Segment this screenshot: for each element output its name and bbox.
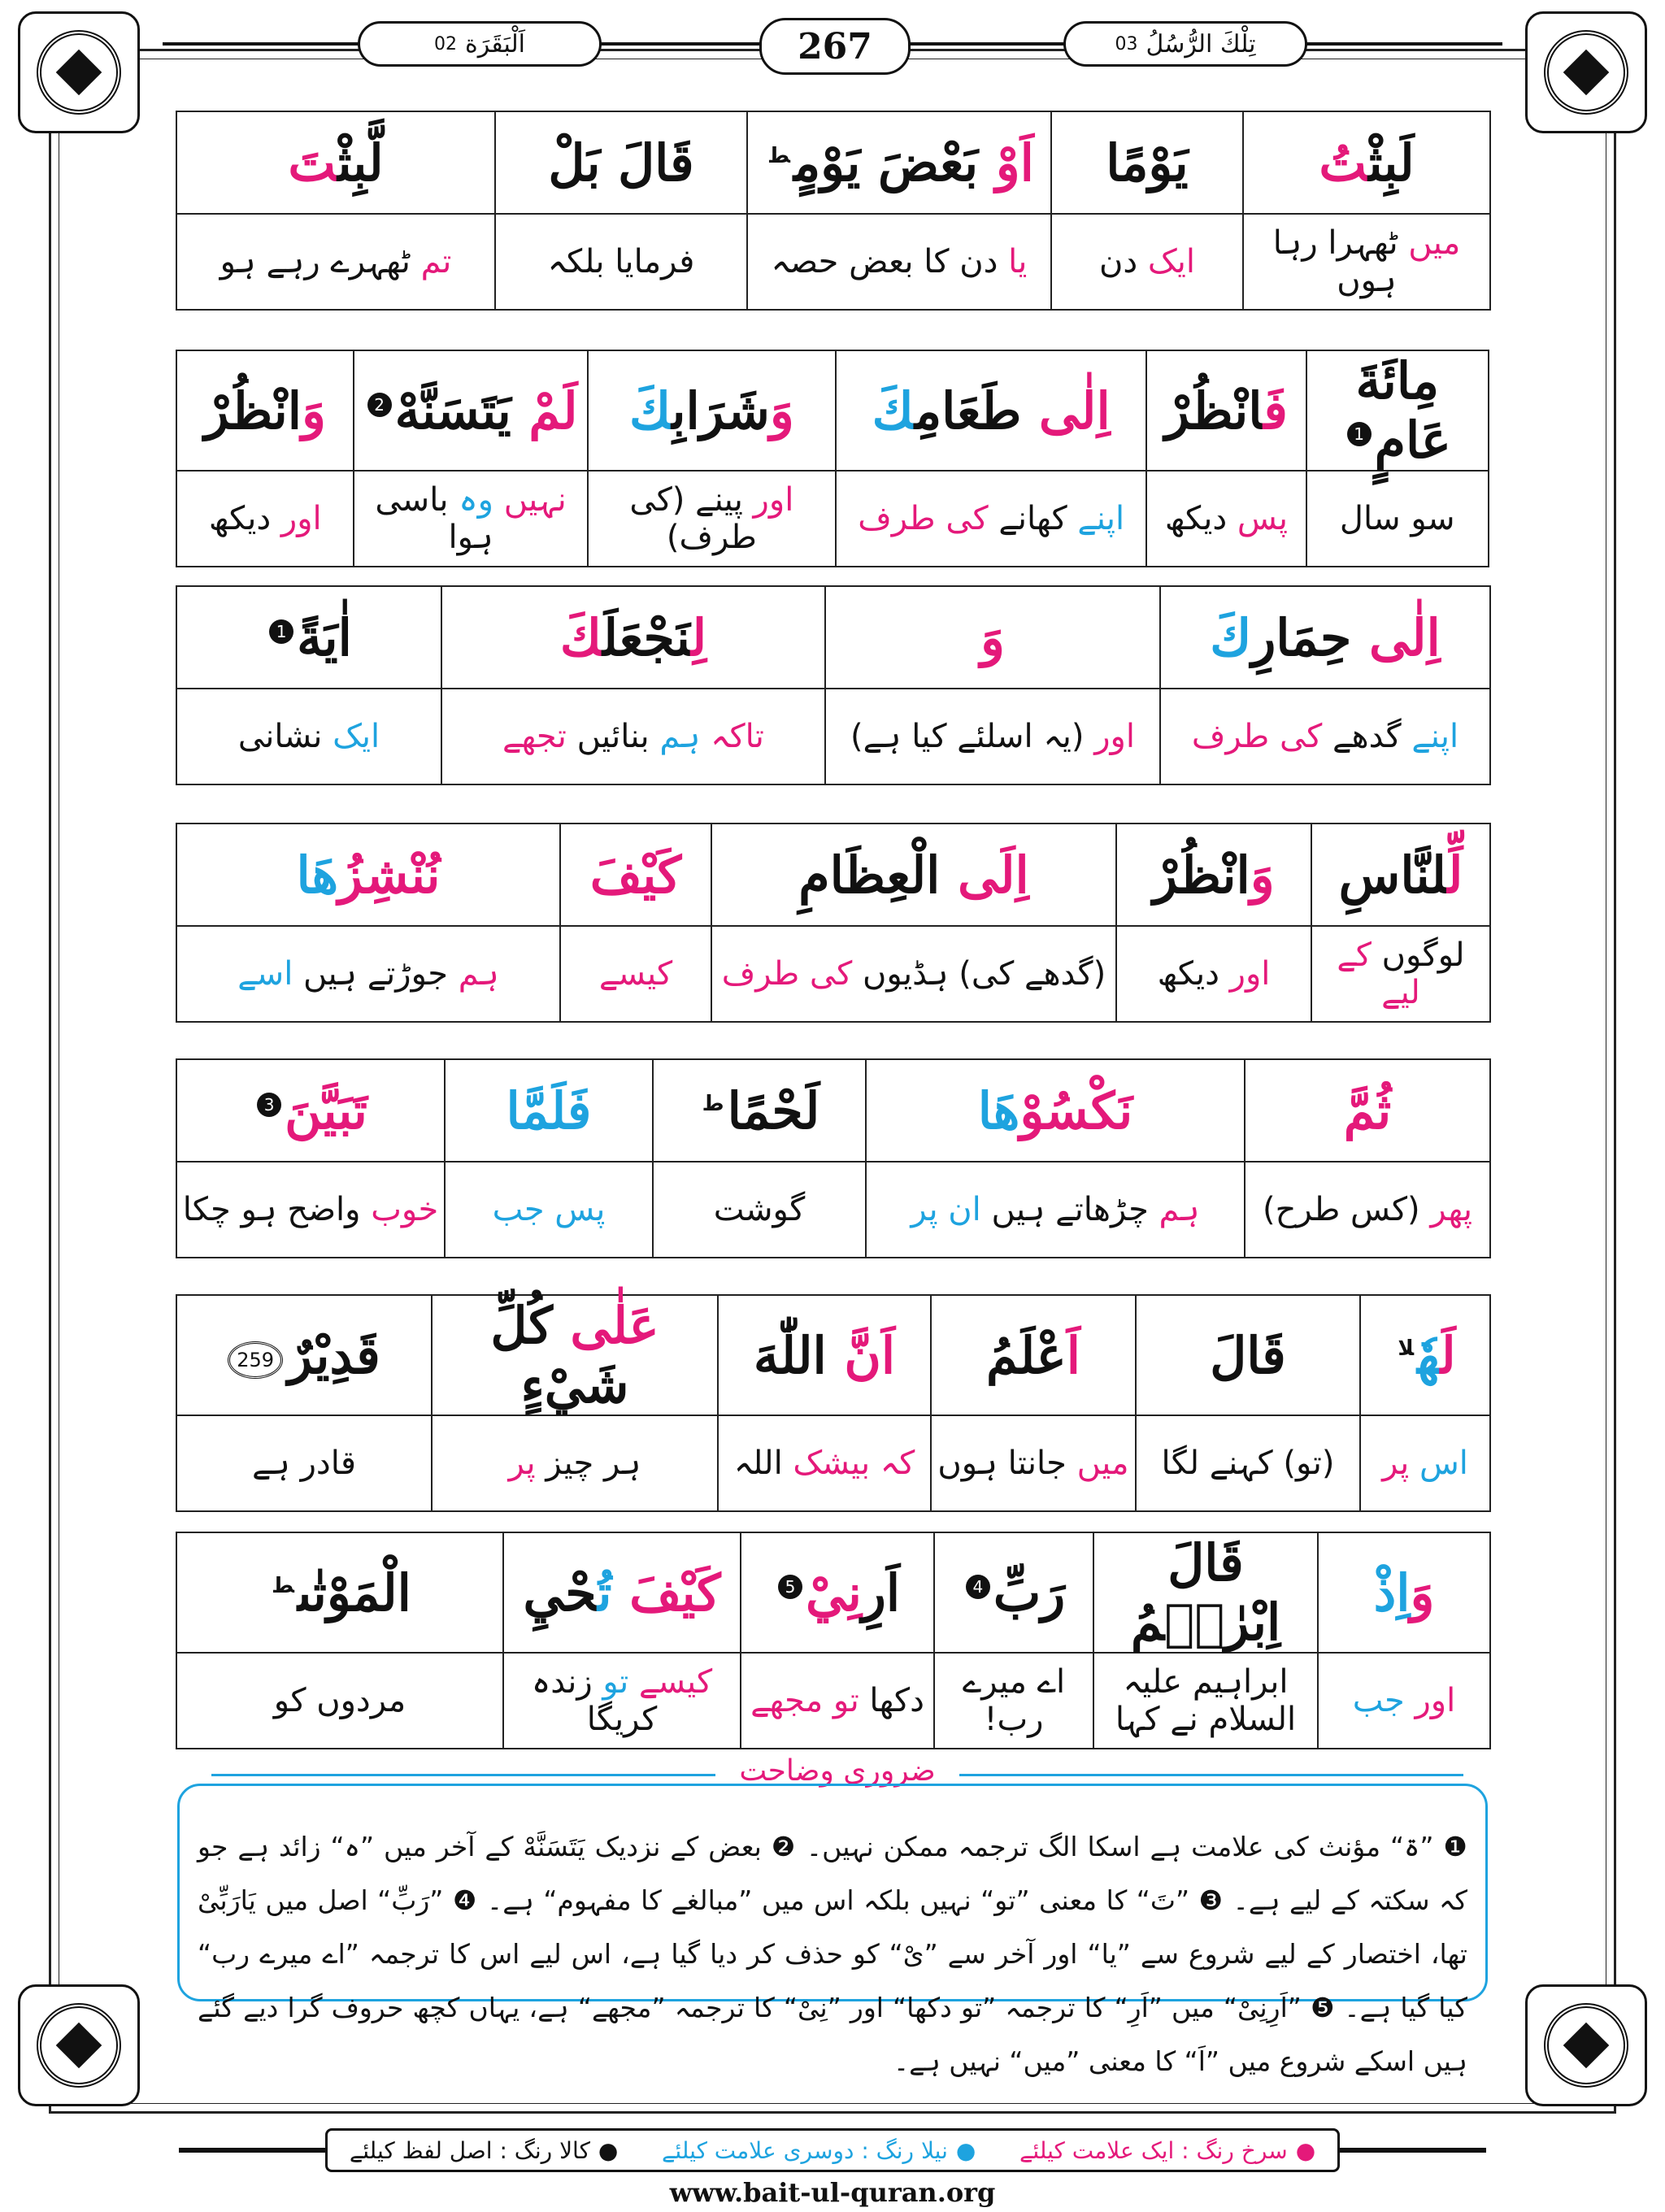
urdu-segment: گوشت <box>713 1191 806 1228</box>
urdu-segment: واضح ہو چکا <box>182 1191 361 1228</box>
notes-title: ضروری وضاحت <box>715 1754 959 1795</box>
urdu-meaning-cell <box>825 689 1160 784</box>
arabic-word-cell <box>653 1059 866 1162</box>
urdu-row <box>176 1415 1490 1511</box>
urdu-segment: چڑھاتے ہیں <box>980 1191 1149 1228</box>
legend-red: ●سرخ رنگ : ایک علامت کیلئے <box>1019 2136 1316 2164</box>
arabic-segment: ثْ <box>1368 133 1384 193</box>
arabic-segment: فَلَمَّا <box>506 1080 592 1141</box>
arabic-segment: طَعَامِ <box>914 380 1022 441</box>
urdu-segment: اسے <box>237 955 293 993</box>
arabic-segment: اِلَى <box>940 845 1029 905</box>
urdu-segment: ابراہیم علیہ السلام نے کہا <box>1115 1663 1297 1738</box>
arabic-word-cell <box>934 1532 1093 1653</box>
urdu-meaning-cell <box>653 1162 866 1258</box>
urdu-segment: (یہ اسلئے کیا ہے) <box>850 718 1085 755</box>
juz-label <box>1063 21 1307 67</box>
urdu-segment: کے لیے <box>1337 937 1420 1011</box>
urdu-segment: میں <box>1066 1445 1129 1482</box>
corner-ornament-icon <box>1525 1984 1647 2106</box>
urdu-segment: تاکہ <box>700 718 764 755</box>
surah-label <box>358 21 602 67</box>
arabic-segment: وَ <box>769 380 794 441</box>
waqf-mark: ط <box>702 1091 724 1116</box>
arabic-word-cell <box>711 824 1116 926</box>
arabic-segment: الْمَوْتٰى <box>297 1562 411 1623</box>
urdu-row <box>176 1162 1490 1258</box>
arabic-segment: نُنْشِزُ <box>338 845 441 905</box>
urdu-meaning-cell <box>1243 214 1490 310</box>
footnote-marker: 3 <box>257 1093 281 1117</box>
arabic-word-cell <box>1318 1532 1490 1653</box>
urdu-segment: پینے (کی طرف) <box>629 481 757 556</box>
corner-ornament-icon <box>18 1984 140 2106</box>
arabic-row <box>176 111 1490 214</box>
urdu-segment: ہم <box>447 955 499 993</box>
urdu-segment: جانتا ہوں <box>937 1445 1067 1482</box>
footnote-marker: 5 <box>778 1575 802 1599</box>
urdu-segment: کی طرف <box>1191 718 1323 755</box>
urdu-segment: کھانے <box>988 500 1067 537</box>
arabic-segment: تَ <box>288 133 338 193</box>
footnote-marker: 4 <box>966 1575 990 1599</box>
urdu-segment: (تو) کہنے لگا <box>1161 1445 1335 1482</box>
arabic-word-cell <box>1243 111 1490 214</box>
urdu-row <box>176 1653 1490 1749</box>
urdu-meaning-cell <box>741 1653 934 1749</box>
urdu-segment: ہر چیز <box>535 1445 641 1482</box>
arabic-row <box>176 350 1489 471</box>
urdu-segment: مردوں کو <box>273 1682 406 1719</box>
urdu-segment: پس جب <box>492 1191 606 1228</box>
word-table <box>176 1294 1491 1512</box>
arabic-row <box>176 1059 1490 1162</box>
urdu-meaning-cell <box>445 1162 653 1258</box>
legend-rule <box>179 2148 325 2153</box>
arabic-segment: اِلٰى <box>1351 607 1441 667</box>
legend-rule <box>1340 2148 1486 2153</box>
urdu-meaning-cell <box>1245 1162 1490 1258</box>
arabic-segment: كَيْفَ <box>589 845 682 905</box>
urdu-segment: (گدھے کی) ہڈیوں <box>852 955 1106 993</box>
surah-name: اَلْبَقَرَة <box>465 29 525 59</box>
urdu-meaning-cell <box>176 689 441 784</box>
urdu-meaning-cell <box>176 214 495 310</box>
arabic-row <box>176 824 1490 926</box>
urdu-meaning-cell <box>1051 214 1243 310</box>
arabic-word-cell <box>176 586 441 689</box>
urdu-segment: بنائیں <box>566 718 650 755</box>
urdu-segment: کیسے <box>628 1663 713 1701</box>
arabic-segment: بَعْضَ یَوْمٍ <box>793 133 979 193</box>
surah-number: 02 <box>434 33 458 54</box>
urdu-segment: اور <box>1084 718 1135 755</box>
legend-blue: ●نیلا رنگ : دوسری علامت کیلئے <box>662 2136 976 2164</box>
legend-red-label: سرخ رنگ : ایک علامت کیلئے <box>1019 2136 1288 2164</box>
arabic-word-cell <box>718 1295 931 1415</box>
urdu-segment: تو مجھے <box>750 1682 859 1719</box>
urdu-segment: زندہ کریگا <box>531 1663 658 1738</box>
urdu-segment: ٹھہرے رہے ہو <box>220 243 411 280</box>
urdu-segment: دکھا <box>859 1682 924 1719</box>
word-table <box>176 1532 1491 1749</box>
urdu-meaning-cell <box>588 471 836 567</box>
notes-rule <box>211 1774 715 1776</box>
urdu-meaning-cell <box>1136 1415 1360 1511</box>
urdu-segment: دیکھ <box>1164 500 1228 537</box>
arabic-segment: كَ <box>628 380 672 441</box>
arabic-segment: وَ <box>302 380 326 441</box>
word-table <box>176 111 1491 311</box>
arabic-segment: اَنَّ <box>826 1325 896 1385</box>
arabic-row <box>176 1295 1490 1415</box>
urdu-segment: دیکھ <box>208 500 272 537</box>
website-url[interactable]: www.bait-ul-quran.org <box>669 2177 996 2208</box>
arabic-segment: قَالَ <box>1210 1325 1286 1385</box>
urdu-segment: تجھے <box>502 718 567 755</box>
arabic-segment: شَرَابِ <box>672 380 770 441</box>
arabic-word-cell <box>503 1532 741 1653</box>
arabic-segment: حْيِ <box>523 1562 598 1623</box>
urdu-segment: میں <box>1398 224 1461 262</box>
arabic-word-cell <box>176 1532 503 1653</box>
arabic-word-cell <box>1160 586 1490 689</box>
urdu-meaning-cell <box>1146 471 1306 567</box>
urdu-segment: (کس طرح) <box>1262 1191 1420 1228</box>
arabic-segment: لنَّاسِ <box>1338 845 1448 905</box>
urdu-segment: کیسے <box>598 955 673 993</box>
arabic-word-cell <box>1051 111 1243 214</box>
urdu-segment: اس <box>1409 1445 1468 1482</box>
arabic-segment: وَ <box>980 607 1005 667</box>
urdu-segment: اور <box>742 481 794 519</box>
arabic-segment: تُ <box>1319 133 1369 193</box>
arabic-segment: عَلٰى <box>552 1296 659 1355</box>
urdu-meaning-cell <box>354 471 587 567</box>
arabic-word-cell <box>1116 824 1311 926</box>
arabic-word-cell <box>866 1059 1245 1162</box>
arabic-segment: ثُمَّ <box>1343 1080 1392 1141</box>
arabic-segment: اٰيَةً <box>297 607 352 667</box>
waqf-mark: ط <box>767 143 790 168</box>
arabic-segment: انْظُرْ <box>204 380 302 441</box>
urdu-meaning-cell <box>1311 926 1490 1022</box>
arabic-segment: لَ <box>1440 1325 1456 1385</box>
arabic-word-cell <box>1136 1295 1360 1415</box>
urdu-segment: جوڑتے ہیں <box>293 955 448 993</box>
arabic-row <box>176 586 1490 689</box>
arabic-segment: نَجْعَلَ <box>602 607 692 667</box>
arabic-segment: مِائَةَ عَامٍ <box>1355 351 1451 470</box>
urdu-meaning-cell <box>934 1653 1093 1749</box>
urdu-segment: پر <box>1382 1445 1410 1482</box>
urdu-segment: دیکھ <box>1157 955 1219 993</box>
urdu-segment: اور <box>1219 955 1271 993</box>
urdu-segment: اور <box>271 500 322 537</box>
arabic-word-cell <box>747 111 1051 214</box>
urdu-meaning-cell <box>711 926 1116 1022</box>
word-table <box>176 823 1491 1023</box>
arabic-segment: نَكْسُوْ <box>1019 1080 1133 1141</box>
arabic-word-cell <box>1245 1059 1490 1162</box>
arabic-word-cell <box>176 111 495 214</box>
arabic-segment: اِذْ <box>1373 1562 1411 1623</box>
urdu-meaning-cell <box>1360 1415 1490 1511</box>
arabic-word-cell <box>176 350 354 471</box>
urdu-meaning-cell <box>1160 689 1490 784</box>
arabic-word-cell <box>836 350 1146 471</box>
arabic-segment: كَ <box>559 607 603 667</box>
urdu-segment: تم <box>410 243 452 280</box>
urdu-meaning-cell <box>718 1415 931 1511</box>
arabic-segment: قَدِيْرٌ <box>288 1325 380 1385</box>
arabic-segment: وَ <box>1250 845 1275 905</box>
arabic-segment: لَّبِثْ <box>337 133 384 193</box>
arabic-segment: اللّٰهَ <box>753 1325 827 1385</box>
urdu-segment: ٹھہرا رہا ہوں <box>1272 224 1398 299</box>
arabic-word-cell <box>432 1295 718 1415</box>
arabic-segment: لَمْ <box>511 380 578 441</box>
urdu-meaning-cell <box>176 1162 445 1258</box>
arabic-word-cell <box>1093 1532 1318 1653</box>
arabic-word-cell <box>560 824 711 926</box>
urdu-segment: پس <box>1227 500 1288 537</box>
notes-box <box>177 1784 1488 2077</box>
arabic-word-cell <box>825 586 1160 689</box>
arabic-segment: تُ <box>598 1562 612 1623</box>
arabic-segment: اَرِ <box>861 1562 901 1623</box>
arabic-segment: كَ <box>1210 607 1252 667</box>
arabic-segment: اِلٰى <box>1021 380 1111 441</box>
arabic-segment: اَ <box>1066 1325 1081 1385</box>
urdu-segment: کی طرف <box>858 500 989 537</box>
waqf-mark: ط <box>272 1573 294 1598</box>
word-table <box>176 1058 1491 1258</box>
urdu-segment: لوگوں <box>1371 937 1465 974</box>
urdu-meaning-cell <box>560 926 711 1022</box>
legend-black-label: کالا رنگ : اصل لفظ کیلئے <box>349 2136 590 2164</box>
urdu-meaning-cell <box>176 1653 503 1749</box>
juz-name: تِلْكَ الرُّسُلُ <box>1146 29 1256 59</box>
urdu-segment: ہم <box>1148 1191 1200 1228</box>
arabic-segment: لِ <box>691 607 707 667</box>
arabic-word-cell <box>445 1059 653 1162</box>
urdu-segment: نہیں <box>493 481 567 519</box>
urdu-segment: اے میرے رب! <box>962 1663 1066 1738</box>
arabic-segment: هٗ <box>1417 1325 1441 1385</box>
arabic-word-cell <box>1306 350 1489 471</box>
arabic-word-cell <box>931 1295 1136 1415</box>
urdu-meaning-cell <box>503 1653 741 1749</box>
urdu-segment: ایک <box>1137 243 1195 280</box>
urdu-segment: قادر ہے <box>251 1445 357 1482</box>
arabic-word-cell <box>354 350 587 471</box>
arabic-segment: هَا <box>977 1080 1020 1141</box>
urdu-segment: ایک <box>322 718 380 755</box>
corner-ornament-icon <box>1525 11 1647 133</box>
urdu-meaning-cell <box>1318 1653 1490 1749</box>
arabic-segment: تَبَيَّنَ <box>285 1080 367 1141</box>
urdu-segment: ان پر <box>911 1191 981 1228</box>
arabic-segment: حِمَارِ <box>1251 607 1352 667</box>
arabic-segment: هَا <box>296 845 339 905</box>
urdu-segment: اپنے <box>1401 718 1459 755</box>
urdu-segment: یا <box>998 243 1028 280</box>
arabic-row <box>176 1532 1490 1653</box>
arabic-word-cell <box>176 1059 445 1162</box>
arabic-segment: انْظُرْ <box>1153 845 1250 905</box>
arabic-segment: قَالَ اِبْرٰهٖمُ <box>1130 1533 1281 1652</box>
arabic-segment: انْظُرْ <box>1164 380 1264 441</box>
urdu-segment: پر <box>508 1445 536 1482</box>
urdu-segment: پھر <box>1419 1191 1473 1228</box>
urdu-row <box>176 926 1490 1022</box>
urdu-meaning-cell <box>931 1415 1136 1511</box>
arabic-segment: لَحْمًا <box>727 1080 820 1141</box>
urdu-segment: اور <box>1404 1682 1456 1719</box>
arabic-segment: عْلَمُ <box>985 1325 1067 1385</box>
arabic-segment: كُلِّ شَيْءٍ <box>490 1296 629 1415</box>
urdu-segment: سو سال <box>1339 500 1455 537</box>
arabic-segment: وَ <box>1410 1562 1435 1623</box>
color-legend <box>325 2128 1340 2172</box>
arabic-segment: الْعِظَامِ <box>798 845 941 905</box>
legend-black: ●کالا رنگ : اصل لفظ کیلئے <box>349 2136 619 2164</box>
arabic-word-cell <box>495 111 747 214</box>
arabic-segment: يَتَسَنَّهْ <box>394 380 511 441</box>
urdu-segment: گدھے <box>1322 718 1402 755</box>
urdu-meaning-cell <box>1306 471 1489 567</box>
arabic-word-cell <box>1360 1295 1490 1415</box>
notes-text: ❶ ”ۃ“ مؤنث کی علامت ہے اسکا الگ ترجمہ ممکن نہیں۔ ❷ بعض کے نزدیک يَتَسَنَّهْ کے آخر میں ”ہ“ زائد ہے جو کہ سکتہ کے لیے ہے۔ ❸ ”تَ“ کا معنی ”تو“ نہیں بلکہ اس میں ”مبالغے کا مفہوم“ ہے۔ ❹ ”رَبِّ“ اصل میں یَارَبِّیْ تھا، اختصار کے لیے شروع سے ”یا“ اور آخر سے ”یْ“ کو حذف کر دیا گیا ہے، اس لیے اس کا ترجمہ ”اے میرے رب“ کیا گیا ہے۔ ❺ ”اَرِنِیْ“ میں ”اَرِ“ کا ترجمہ ”تو دکھا“ اور ”نِیْ“ کا ترجمہ ”مجھے“ ہے، یہاں کچھ حروف گرا دیے گئے ہیں اسکے شروع میں ”اَ“ کا معنی ”میں“ نہیں ہے۔ <box>198 1831 1467 2077</box>
urdu-meaning-cell <box>176 471 354 567</box>
urdu-meaning-cell <box>1116 926 1311 1022</box>
urdu-segment: اپنے <box>1067 500 1125 537</box>
urdu-segment: ہم <box>649 718 701 755</box>
arabic-segment: لَبِ <box>1384 133 1415 193</box>
urdu-meaning-cell <box>747 214 1051 310</box>
corner-ornament-icon <box>18 11 140 133</box>
arabic-word-cell <box>588 350 836 471</box>
arabic-word-cell <box>176 1295 432 1415</box>
urdu-meaning-cell <box>495 214 747 310</box>
arabic-word-cell <box>441 586 825 689</box>
footnote-marker: 1 <box>269 619 293 644</box>
urdu-segment: باسی ہوا <box>375 481 493 556</box>
urdu-segment: اللہ <box>733 1445 783 1482</box>
urdu-segment: دن <box>1099 243 1138 280</box>
arabic-segment: اَوْ <box>978 133 1034 193</box>
arabic-segment: نِيْ <box>805 1562 862 1623</box>
arabic-word-cell <box>176 824 560 926</box>
footnote-marker: 1 <box>1347 422 1372 446</box>
juz-number: 03 <box>1115 33 1138 54</box>
urdu-row <box>176 471 1489 567</box>
ayah-number: 259 <box>228 1341 283 1379</box>
page-number: 267 <box>759 18 911 75</box>
arabic-segment: رَبِّ <box>993 1562 1066 1623</box>
urdu-segment: وہ <box>448 481 493 519</box>
arabic-segment: قَالَ بَلْ <box>548 133 694 193</box>
urdu-segment: نشانی <box>237 718 323 755</box>
arabic-word-cell <box>1311 824 1490 926</box>
urdu-meaning-cell <box>176 1415 432 1511</box>
urdu-segment: کی طرف <box>721 955 853 993</box>
urdu-meaning-cell <box>176 926 560 1022</box>
footnote-marker: 2 <box>367 393 392 417</box>
urdu-segment: تو <box>592 1663 629 1701</box>
word-table <box>176 350 1489 567</box>
urdu-row <box>176 689 1490 784</box>
word-table <box>176 585 1491 785</box>
arabic-word-cell <box>741 1532 934 1653</box>
legend-blue-label: نیلا رنگ : دوسری علامت کیلئے <box>662 2136 948 2164</box>
arabic-segment: یَوْمًا <box>1106 133 1189 193</box>
urdu-segment: خوب <box>360 1191 439 1228</box>
urdu-meaning-cell <box>1093 1653 1318 1749</box>
arabic-segment: لِّ <box>1447 845 1463 905</box>
notes-rule <box>959 1774 1463 1776</box>
arabic-word-cell <box>1146 350 1306 471</box>
urdu-row <box>176 214 1490 310</box>
urdu-segment: فرمایا بلکہ <box>547 243 695 280</box>
arabic-segment: فَ <box>1263 380 1288 441</box>
urdu-segment: دن کا بعض حصہ <box>771 243 998 280</box>
urdu-segment: جب <box>1352 1682 1405 1719</box>
arabic-segment: كَ <box>872 380 915 441</box>
urdu-meaning-cell <box>432 1415 718 1511</box>
urdu-meaning-cell <box>866 1162 1245 1258</box>
arabic-segment: كَيْفَ <box>611 1562 721 1623</box>
waqf-mark: لا <box>1398 1336 1415 1361</box>
urdu-meaning-cell <box>441 689 825 784</box>
urdu-segment: کہ بیشک <box>782 1445 915 1482</box>
urdu-meaning-cell <box>836 471 1146 567</box>
page-header <box>163 18 1502 70</box>
